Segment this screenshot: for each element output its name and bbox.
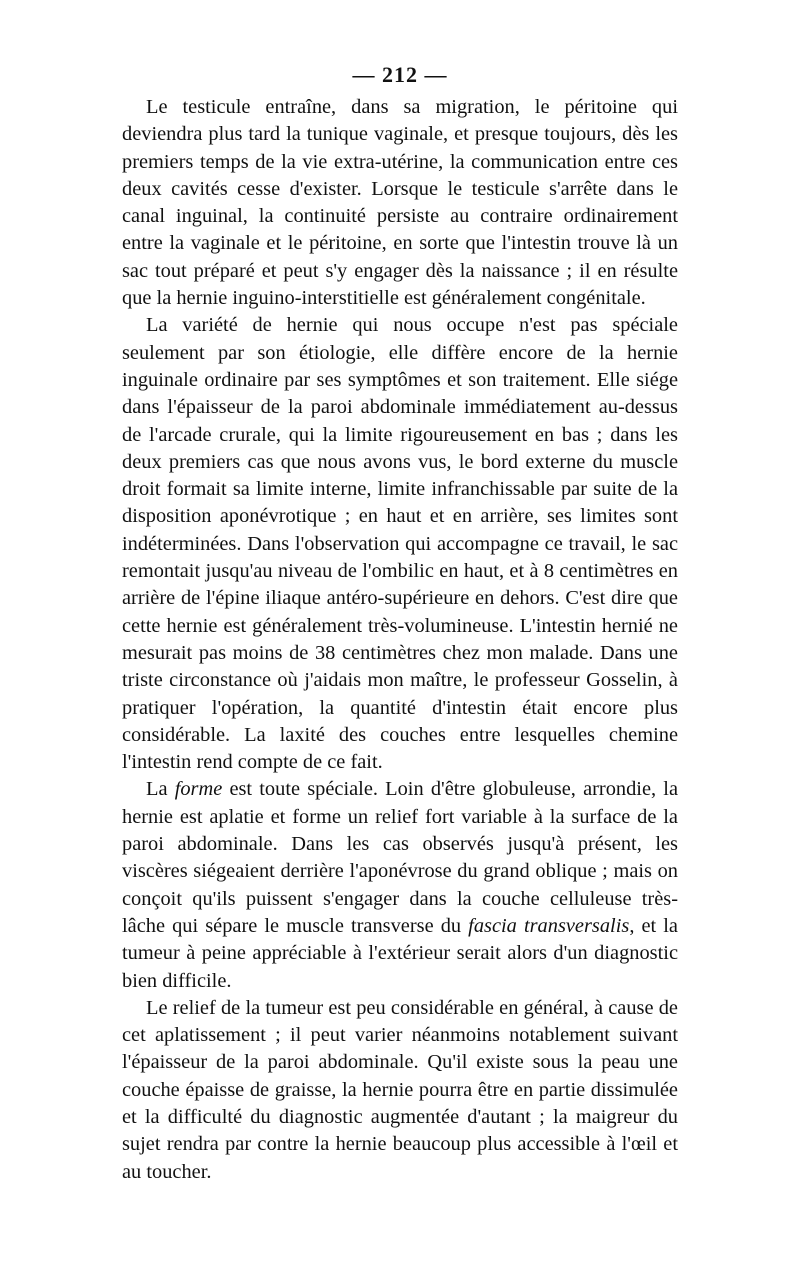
text-segment: La variété de hernie qui nous occupe n'est pas spéciale seulement par son étiologie, elle diffère encore de la hernie inguinale ordinaire par ses symptômes et son traitement. Elle siége dans l'épaisseur de la paroi abdominale immédiatement au-dessus de l'arcade crurale, qui la limite rigoureusement en bas ; dans les deux premiers cas que nous avons vus, le bord externe du muscle droit formait sa limite interne, limite infranchissable par suite de la disposition aponévrotique ; en haut et en arrière, ses limites sont indéterminées. Dans l'observation qui accompagne ce travail, le sac remontait jusqu'au niveau de l'ombilic en haut, et à 8 centimètres en arrière de l'épine iliaque antéro-supérieure en dehors. C'est dire que cette hernie est généralement très-volumineuse. L'intestin hernié ne mesurait pas moins de 38 centimètres chez mon malade. Dans une triste circonstance où j'aidais mon maître, le professeur Gosselin, à pratiquer l'opération, la quantité d'intestin était encore plus considérable. La laxité des couches entre lesquelles chemine l'intestin rend compte de ce fait. bbox=[122, 314, 678, 774]
body-text bbox=[122, 94, 678, 1186]
text-segment: , et la tumeur à peine appréciable à l'extérieur serait alors d'un diagnostic bien difficile. bbox=[122, 914, 678, 992]
text-segment: est toute spéciale. Loin d'être globuleuse, arrondie, la hernie est aplatie et forme un relief fort variable à la surface de la paroi abdominale. Dans les cas observés jusqu'à présent, les viscères siégeaient derrière l'aponévrose du grand oblique ; mais on conçoit qu'ils puissent s'engager dans la couche celluleuse très-lâche qui sépare le muscle transverse du bbox=[122, 778, 678, 937]
italic-term-forme: forme bbox=[174, 778, 223, 801]
text-segment: Le testicule entraîne, dans sa migration, le péritoine qui deviendra plus tard la tunique vaginale, et presque toujours, dès les premiers temps de la vie extra-utérine, la communication entre ces deux cavités cesse d'exister. Lorsque le testicule s'arrête dans le canal inguinal, la continuité persiste au contraire ordinairement entre la vaginale et le péritoine, en sorte que l'intestin trouve là un sac tout préparé et peut s'y engager dès la naissance ; il en résulte que la hernie inguino-interstitielle est généralement congénitale. bbox=[122, 96, 678, 310]
paragraph-2 bbox=[122, 312, 678, 776]
page-number: — 212 — bbox=[352, 62, 448, 87]
paragraph-3 bbox=[122, 776, 678, 994]
paragraph-1 bbox=[122, 94, 678, 312]
text-segment: La bbox=[146, 778, 175, 801]
paragraph-4 bbox=[122, 995, 678, 1186]
italic-term-fascia: fascia transversalis bbox=[468, 914, 630, 937]
text-segment: Le relief de la tumeur est peu considérable en général, à cause de cet aplatissement ; il peut varier néanmoins notablement suivant l'épaisseur de la paroi abdominale. Qu'il existe sous la peau une couche épaisse de graisse, la hernie pourra être en partie dissimulée et la difficulté du diagnostic augmentée d'autant ; la maigreur du sujet rendra par contre la hernie beaucoup plus accessible à l'œil et au toucher. bbox=[122, 996, 678, 1183]
